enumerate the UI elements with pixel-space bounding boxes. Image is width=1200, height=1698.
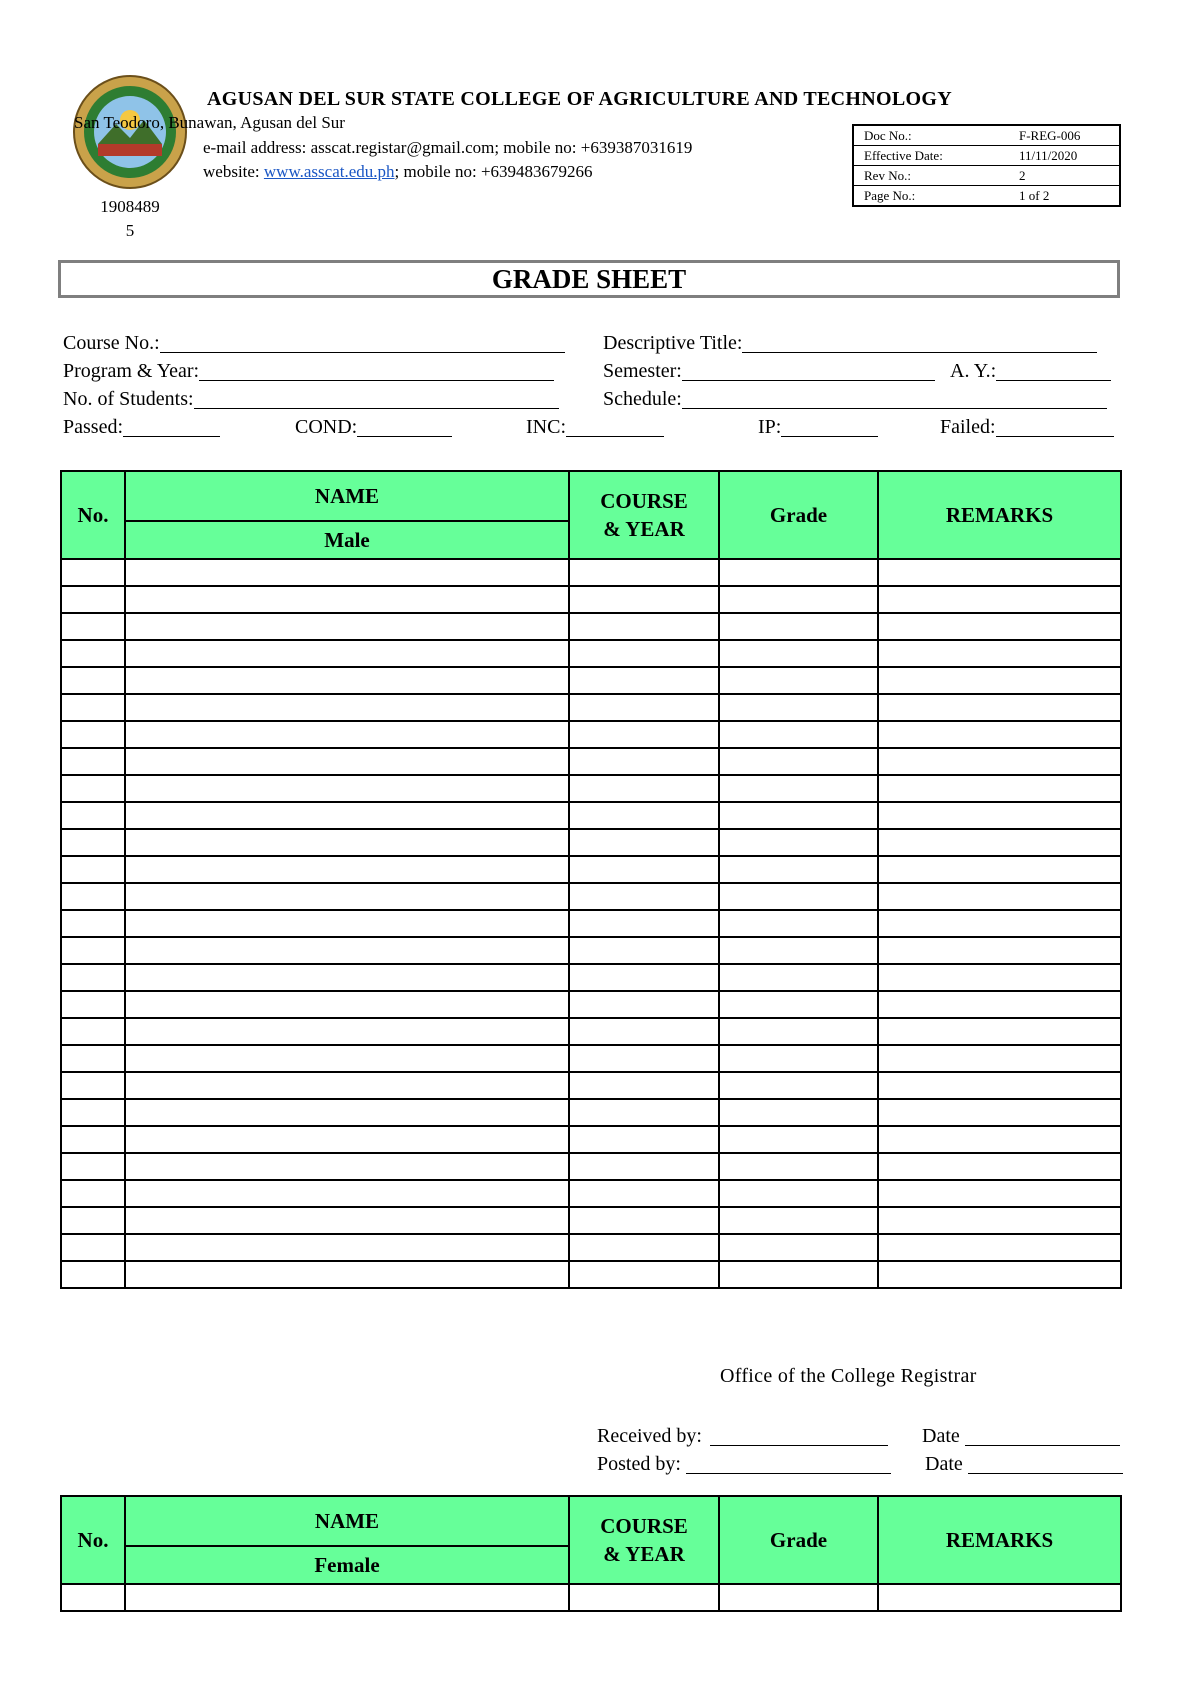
descriptive-title-line[interactable]: [742, 332, 1097, 353]
cell-no[interactable]: [61, 775, 125, 802]
cell-course-year[interactable]: [569, 1234, 719, 1261]
cell-remarks[interactable]: [878, 721, 1121, 748]
cell-remarks[interactable]: [878, 1584, 1121, 1611]
cell-remarks[interactable]: [878, 1261, 1121, 1288]
cell-name[interactable]: [125, 856, 569, 883]
cell-remarks[interactable]: [878, 1045, 1121, 1072]
cell-remarks[interactable]: [878, 991, 1121, 1018]
website-line: [203, 162, 593, 182]
cell-remarks[interactable]: [878, 1207, 1121, 1234]
cell-grade[interactable]: [719, 1099, 878, 1126]
cell-remarks[interactable]: [878, 1099, 1121, 1126]
table-row: [61, 829, 1121, 856]
table-row: [61, 937, 1121, 964]
col-header-course-year: [569, 1496, 719, 1584]
cell-name[interactable]: [125, 991, 569, 1018]
cell-name[interactable]: [125, 1072, 569, 1099]
cell-name[interactable]: [125, 667, 569, 694]
col-header-name: NAME: [125, 1496, 569, 1546]
cell-name[interactable]: [125, 586, 569, 613]
cell-course-year[interactable]: [569, 1261, 719, 1288]
cell-no[interactable]: [61, 1126, 125, 1153]
received-by-label: Received by:: [597, 1425, 702, 1447]
table-row: [61, 667, 1121, 694]
cell-remarks[interactable]: [878, 856, 1121, 883]
cell-grade[interactable]: [719, 559, 878, 586]
effective-date-value: 11/11/2020: [1019, 148, 1078, 163]
seal-number: [80, 195, 180, 243]
cell-remarks[interactable]: [878, 1018, 1121, 1045]
cell-course-year[interactable]: [569, 964, 719, 991]
table-row: [61, 1072, 1121, 1099]
cell-no[interactable]: [61, 586, 125, 613]
col-header-female: Female: [125, 1546, 569, 1584]
failed-field[interactable]: [940, 413, 1114, 439]
descriptive-title-label: Descriptive Title:: [603, 332, 743, 354]
col-header-course-year: [569, 471, 719, 559]
cell-name[interactable]: [125, 829, 569, 856]
schedule-line[interactable]: [682, 388, 1107, 409]
cell-course-year[interactable]: [569, 586, 719, 613]
table-row: [61, 964, 1121, 991]
cell-no[interactable]: [61, 748, 125, 775]
cell-remarks[interactable]: [878, 775, 1121, 802]
cell-grade[interactable]: [719, 721, 878, 748]
posted-by-label: Posted by:: [597, 1453, 681, 1475]
college-name: AGUSAN DEL SUR STATE COLLEGE OF AGRICULTURE AND TECHNOLOGY: [207, 88, 952, 110]
cell-no[interactable]: [61, 1072, 125, 1099]
cell-remarks[interactable]: [878, 883, 1121, 910]
document-info-box: [852, 124, 1121, 207]
cell-course-year[interactable]: [569, 640, 719, 667]
cell-name[interactable]: [125, 721, 569, 748]
cell-grade[interactable]: [719, 856, 878, 883]
col-header-remarks: REMARKS: [878, 1496, 1121, 1584]
received-date-line[interactable]: [965, 1425, 1120, 1446]
cell-grade[interactable]: [719, 883, 878, 910]
cell-no[interactable]: [61, 964, 125, 991]
cell-course-year[interactable]: [569, 775, 719, 802]
doc-info-row: [854, 166, 1119, 186]
cell-no[interactable]: [61, 640, 125, 667]
cell-no[interactable]: [61, 1207, 125, 1234]
cell-name[interactable]: [125, 937, 569, 964]
cell-no[interactable]: [61, 1099, 125, 1126]
cell-course-year[interactable]: [569, 748, 719, 775]
cell-name[interactable]: [125, 1584, 569, 1611]
table-row: [61, 1180, 1121, 1207]
passed-line[interactable]: [123, 416, 220, 437]
cell-name[interactable]: [125, 1045, 569, 1072]
cell-no[interactable]: [61, 721, 125, 748]
col-header-no: No.: [61, 471, 125, 559]
office-label: Office of the College Registrar: [720, 1365, 977, 1387]
website-suffix: ; mobile no: +639483679266: [394, 162, 593, 181]
cell-course-year[interactable]: [569, 1072, 719, 1099]
page-no-value: 1 of 2: [1019, 188, 1050, 203]
course-line1: COURSE: [600, 1514, 688, 1538]
cell-grade[interactable]: [719, 1207, 878, 1234]
table-row: [61, 802, 1121, 829]
cell-no[interactable]: [61, 1234, 125, 1261]
received-by-line[interactable]: [710, 1425, 888, 1446]
table-row: [61, 775, 1121, 802]
cell-name[interactable]: [125, 748, 569, 775]
ip-line[interactable]: [781, 416, 878, 437]
cell-grade[interactable]: [719, 1126, 878, 1153]
cell-grade[interactable]: [719, 937, 878, 964]
posted-date-label: Date: [925, 1453, 963, 1475]
male-table-body: [61, 559, 1121, 1288]
cell-grade[interactable]: [719, 910, 878, 937]
cell-name[interactable]: [125, 559, 569, 586]
cell-name[interactable]: [125, 1126, 569, 1153]
col-header-male: Male: [125, 521, 569, 559]
seal-number-line1: 1908489: [100, 197, 160, 216]
cell-grade[interactable]: [719, 1234, 878, 1261]
table-row: [61, 748, 1121, 775]
received-date-field[interactable]: [922, 1422, 1120, 1448]
col-header-no: No.: [61, 1496, 125, 1584]
course-no-field[interactable]: [63, 329, 565, 355]
col-header-name: NAME: [125, 471, 569, 521]
cell-name[interactable]: [125, 1261, 569, 1288]
table-row: [61, 1261, 1121, 1288]
cell-course-year[interactable]: [569, 1126, 719, 1153]
inc-label: INC:: [526, 416, 566, 438]
cell-no[interactable]: [61, 1584, 125, 1611]
cond-field[interactable]: [295, 413, 452, 439]
cell-grade[interactable]: [719, 775, 878, 802]
inc-line[interactable]: [566, 416, 664, 437]
table-row: [61, 721, 1121, 748]
page-no-label: Page No.:: [864, 188, 916, 203]
col-header-remarks: REMARKS: [878, 471, 1121, 559]
cell-name[interactable]: [125, 910, 569, 937]
cell-course-year[interactable]: [569, 559, 719, 586]
cell-grade[interactable]: [719, 694, 878, 721]
table-row: [61, 883, 1121, 910]
cell-grade[interactable]: [719, 1072, 878, 1099]
cell-course-year[interactable]: [569, 1584, 719, 1611]
cell-remarks[interactable]: [878, 559, 1121, 586]
table-row: [61, 1234, 1121, 1261]
posted-date-field[interactable]: [925, 1450, 1123, 1476]
cell-course-year[interactable]: [569, 721, 719, 748]
cell-remarks[interactable]: [878, 964, 1121, 991]
table-row: [61, 1153, 1121, 1180]
no-students-line[interactable]: [194, 388, 559, 409]
cell-remarks[interactable]: [878, 910, 1121, 937]
cell-remarks[interactable]: [878, 694, 1121, 721]
table-row: [61, 1126, 1121, 1153]
cell-remarks[interactable]: [878, 1072, 1121, 1099]
failed-line[interactable]: [996, 416, 1114, 437]
female-grades-table: [60, 1495, 1122, 1612]
course-line1: COURSE: [600, 489, 688, 513]
ay-label: A. Y.:: [950, 360, 997, 382]
passed-field[interactable]: [63, 413, 220, 439]
cond-line[interactable]: [357, 416, 452, 437]
posted-by-line[interactable]: [686, 1453, 891, 1474]
cell-no[interactable]: [61, 937, 125, 964]
cell-no[interactable]: [61, 856, 125, 883]
cell-no[interactable]: [61, 883, 125, 910]
cell-remarks[interactable]: [878, 640, 1121, 667]
doc-info-row: [854, 186, 1119, 205]
descriptive-title-field[interactable]: [603, 329, 1097, 355]
semester-field[interactable]: [603, 357, 935, 383]
table-row: [61, 559, 1121, 586]
cell-no[interactable]: [61, 694, 125, 721]
cell-course-year[interactable]: [569, 1045, 719, 1072]
doc-info-row: [854, 126, 1119, 146]
cell-grade[interactable]: [719, 1045, 878, 1072]
cell-grade[interactable]: [719, 1018, 878, 1045]
cell-grade[interactable]: [719, 586, 878, 613]
table-row: [61, 1018, 1121, 1045]
cell-course-year[interactable]: [569, 1180, 719, 1207]
semester-line[interactable]: [682, 360, 935, 381]
program-year-label: Program & Year:: [63, 360, 200, 382]
ip-label: IP:: [758, 416, 782, 438]
cell-name[interactable]: [125, 802, 569, 829]
cell-course-year[interactable]: [569, 937, 719, 964]
cell-course-year[interactable]: [569, 883, 719, 910]
table-row: [61, 586, 1121, 613]
posted-date-line[interactable]: [968, 1453, 1123, 1474]
cell-course-year[interactable]: [569, 667, 719, 694]
cell-name[interactable]: [125, 1180, 569, 1207]
cell-grade[interactable]: [719, 640, 878, 667]
cell-grade[interactable]: [719, 1261, 878, 1288]
schedule-label: Schedule:: [603, 388, 682, 410]
cell-course-year[interactable]: [569, 856, 719, 883]
cell-no[interactable]: [61, 802, 125, 829]
cell-course-year[interactable]: [569, 1018, 719, 1045]
page-title: GRADE SHEET: [58, 260, 1120, 298]
cell-grade[interactable]: [719, 1180, 878, 1207]
cell-grade[interactable]: [719, 613, 878, 640]
cell-no[interactable]: [61, 613, 125, 640]
no-students-field[interactable]: [63, 385, 559, 411]
cell-remarks[interactable]: [878, 1180, 1121, 1207]
cell-no[interactable]: [61, 829, 125, 856]
cell-name[interactable]: [125, 883, 569, 910]
cell-remarks[interactable]: [878, 667, 1121, 694]
cell-course-year[interactable]: [569, 1153, 719, 1180]
ip-field[interactable]: [758, 413, 878, 439]
cell-remarks[interactable]: [878, 748, 1121, 775]
cell-no[interactable]: [61, 1045, 125, 1072]
table-row: [61, 856, 1121, 883]
cell-grade[interactable]: [719, 667, 878, 694]
cell-no[interactable]: [61, 667, 125, 694]
received-by-field[interactable]: [597, 1422, 888, 1448]
cell-grade[interactable]: [719, 964, 878, 991]
cell-grade[interactable]: [719, 802, 878, 829]
cell-name[interactable]: [125, 1099, 569, 1126]
no-students-label: No. of Students:: [63, 388, 194, 410]
cell-grade[interactable]: [719, 1153, 878, 1180]
cell-name[interactable]: [125, 694, 569, 721]
doc-no-label: Doc No.:: [864, 128, 912, 143]
course-line2: & YEAR: [603, 517, 685, 541]
cell-no[interactable]: [61, 1261, 125, 1288]
ay-line[interactable]: [996, 360, 1111, 381]
cell-grade[interactable]: [719, 748, 878, 775]
cell-name[interactable]: [125, 1153, 569, 1180]
website-prefix: website:: [203, 162, 264, 181]
female-table-body: [61, 1584, 1121, 1611]
male-grades-table: [60, 470, 1122, 1289]
cell-grade[interactable]: [719, 991, 878, 1018]
cell-name[interactable]: [125, 1207, 569, 1234]
table-row: [61, 1207, 1121, 1234]
doc-info-row: [854, 146, 1119, 166]
effective-date-label: Effective Date:: [864, 148, 943, 163]
cell-grade[interactable]: [719, 829, 878, 856]
cell-name[interactable]: [125, 640, 569, 667]
email-line: e-mail address: asscat.registar@gmail.com; mobile no: +639387031619: [203, 138, 693, 157]
semester-label: Semester:: [603, 360, 682, 382]
cell-course-year[interactable]: [569, 1207, 719, 1234]
cell-no[interactable]: [61, 991, 125, 1018]
course-no-line[interactable]: [160, 332, 565, 353]
cond-label: COND:: [295, 416, 358, 438]
cell-remarks[interactable]: [878, 937, 1121, 964]
schedule-field[interactable]: [603, 385, 1107, 411]
cell-remarks[interactable]: [878, 613, 1121, 640]
cell-course-year[interactable]: [569, 991, 719, 1018]
cell-course-year[interactable]: [569, 802, 719, 829]
college-address: San Teodoro, Bunawan, Agusan del Sur: [74, 113, 345, 132]
seal-number-line2: 5: [125, 221, 135, 240]
program-year-line[interactable]: [199, 360, 554, 381]
table-row: [61, 640, 1121, 667]
rev-no-value: 2: [1019, 168, 1026, 183]
inc-field[interactable]: [526, 413, 664, 439]
posted-by-field[interactable]: [597, 1450, 891, 1476]
table-row: [61, 991, 1121, 1018]
program-year-field[interactable]: [63, 357, 554, 383]
cell-no[interactable]: [61, 559, 125, 586]
cell-name[interactable]: [125, 964, 569, 991]
received-date-label: Date: [922, 1425, 960, 1447]
cell-remarks[interactable]: [878, 829, 1121, 856]
cell-name[interactable]: [125, 1018, 569, 1045]
cell-remarks[interactable]: [878, 1126, 1121, 1153]
col-header-grade: Grade: [719, 1496, 878, 1584]
doc-no-value: F-REG-006: [1019, 128, 1081, 143]
cell-remarks[interactable]: [878, 586, 1121, 613]
table-row: [61, 1584, 1121, 1611]
cell-remarks[interactable]: [878, 802, 1121, 829]
cell-grade[interactable]: [719, 1584, 878, 1611]
cell-course-year[interactable]: [569, 613, 719, 640]
passed-label: Passed:: [63, 416, 123, 438]
rev-no-label: Rev No.:: [864, 168, 911, 183]
table-row: [61, 1045, 1121, 1072]
table-row: [61, 613, 1121, 640]
course-no-label: Course No.:: [63, 332, 160, 354]
cell-no[interactable]: [61, 1153, 125, 1180]
failed-label: Failed:: [940, 416, 996, 438]
cell-name[interactable]: [125, 613, 569, 640]
cell-course-year[interactable]: [569, 829, 719, 856]
cell-name[interactable]: [125, 1234, 569, 1261]
cell-course-year[interactable]: [569, 1099, 719, 1126]
cell-remarks[interactable]: [878, 1153, 1121, 1180]
cell-name[interactable]: [125, 775, 569, 802]
table-row: [61, 910, 1121, 937]
cell-no[interactable]: [61, 910, 125, 937]
cell-no[interactable]: [61, 1180, 125, 1207]
course-line2: & YEAR: [603, 1542, 685, 1566]
table-row: [61, 1099, 1121, 1126]
table-row: [61, 694, 1121, 721]
cell-no[interactable]: [61, 1018, 125, 1045]
col-header-grade: Grade: [719, 471, 878, 559]
cell-course-year[interactable]: [569, 910, 719, 937]
cell-course-year[interactable]: [569, 694, 719, 721]
cell-remarks[interactable]: [878, 1234, 1121, 1261]
ay-field[interactable]: [950, 357, 1111, 383]
website-link[interactable]: www.asscat.edu.ph: [263, 162, 395, 181]
